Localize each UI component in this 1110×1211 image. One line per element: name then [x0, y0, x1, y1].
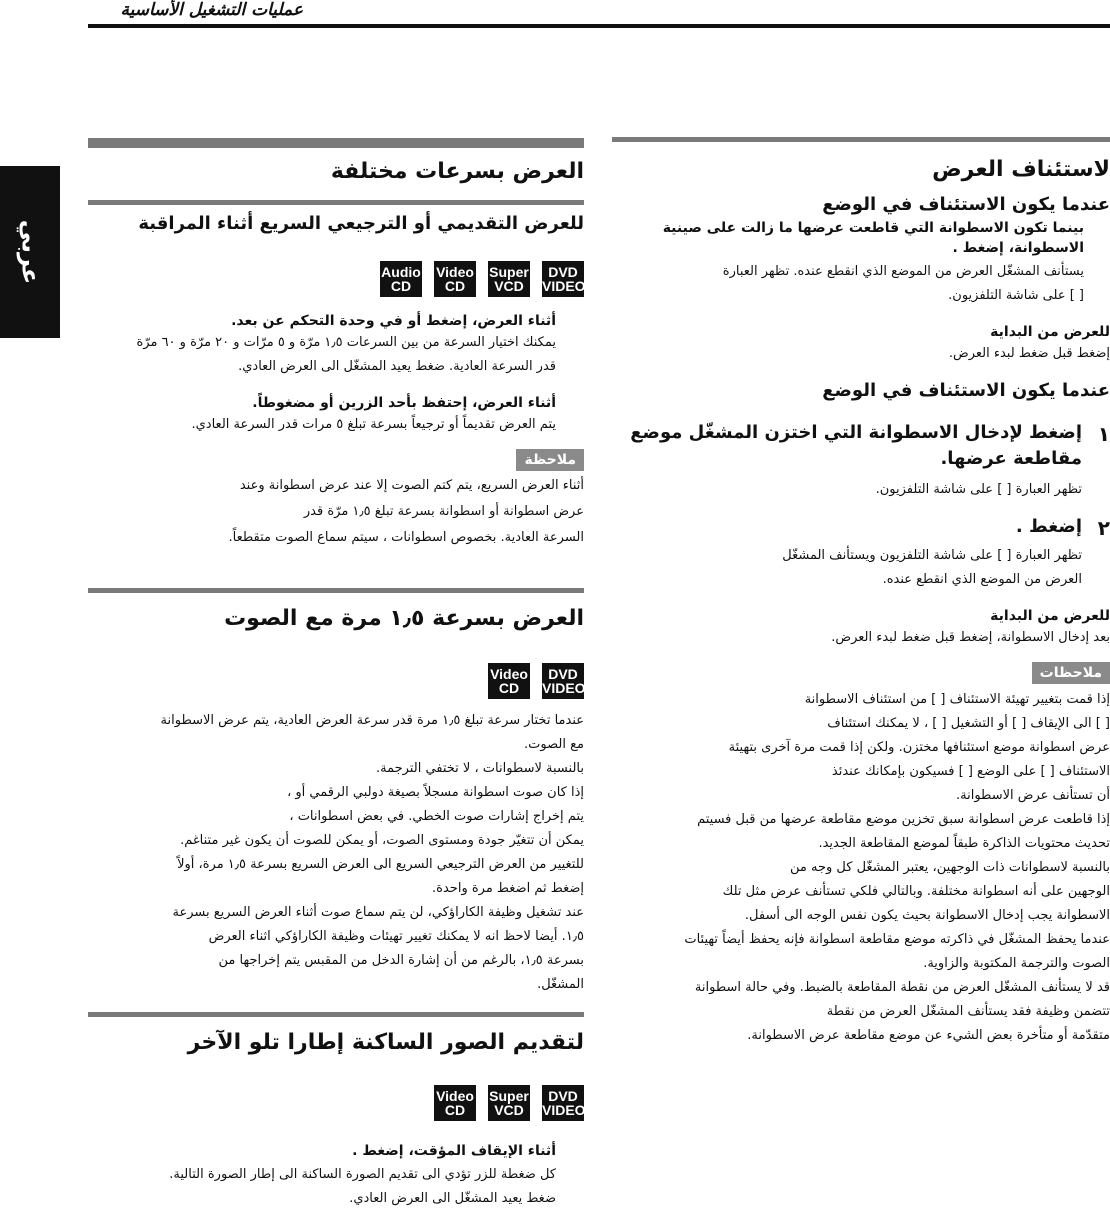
left-column [88, 138, 584, 551]
section-title-speed15: العرض بسرعة ١٫٥ مرة مع الصوت [224, 606, 584, 631]
body-line: بسرعة ١٫٥، بالرغم من أن إشارة الدخل من المقبس يتم إخراجها من [218, 953, 584, 968]
dvd-video-badge: DVD VIDEO [542, 663, 584, 699]
section-bar [88, 588, 584, 593]
section-title-speeds: العرض بسرعات مختلفة [330, 159, 584, 184]
note-line: عرض اسطوانة أو اسطوانة بسرعة تبلغ ١٫٥ مرّة قدر [303, 504, 584, 519]
body-line: كل ضغطة للزر تؤدي الى تقديم الصورة الساكنة الى إطار الصورة التالية. [169, 1167, 556, 1182]
note-line: السرعة العادية. بخصوص اسطوانات ، سيتم سماع الصوت متقطعاً. [228, 530, 584, 545]
page-header-title: عمليات التشغيل الأساسية [120, 0, 303, 20]
body-line: يتم إخراج إشارات صوت الخطي. في بعض اسطوانات ، [289, 809, 584, 824]
video-cd-badge: Video CD [434, 1085, 476, 1121]
note-line: [ ] الى الإيقاف [ ] أو التشغيل [ ] ، لا يمكنك استئناف [827, 716, 1110, 731]
note-line: أن تستأنف عرض الاسطوانة. [955, 788, 1110, 803]
subsection-bar [88, 200, 584, 205]
body-line: إضغط ثم اضغط مرة واحدة. [432, 881, 584, 896]
right-column [612, 137, 1110, 1048]
body-line: إذا كان صوت اسطوانة مسجلاً بصيغة دولبي الرقمي أو ، [287, 785, 584, 800]
left-column-speed15 [88, 588, 584, 997]
subtitle-resume-on-2: عندما يكون الاستئناف في الوضع [822, 380, 1110, 401]
instruction-frame: أثناء الإيقاف المؤقت، إضغط . [352, 1143, 556, 1159]
body-line: عندما تختار سرعة تبلغ ١٫٥ مرة قدر سرعة العرض العادية، يتم عرض الاسطوانة [160, 713, 584, 728]
section-bar [612, 137, 1110, 142]
note-line: الصوت والترجمة المكتوبة والزاوية. [923, 956, 1110, 971]
section-title-resume: لاستئناف العرض [932, 157, 1110, 182]
section-title-frame: لتقديم الصور الساكنة إطارا تلو الآخر [187, 1030, 584, 1055]
note-line: الاستئناف [ ] على الوضع [ ] فسيكون بإمكانك عندئذ [831, 764, 1110, 779]
note-line: تتضمن وظيفة فقد يستأنف المشغّل العرض من نقطة [826, 1004, 1110, 1019]
disc-badges-row [88, 261, 584, 297]
step-description: تظهر العبارة [ ] على شاشة التلفزيون ويستأنف المشغّل [782, 548, 1082, 563]
notes-label: ملاحظات [1032, 662, 1110, 684]
body-line: إضغط قبل ضغط لبدء العرض. [948, 346, 1110, 361]
step-description: العرض من الموضع الذي انقطع عنده. [882, 572, 1082, 587]
instruction-resume: بينما تكون الاسطوانة التي قاطعت عرضها ما زالت على صينية [662, 220, 1084, 236]
section-bar [88, 138, 584, 148]
subtitle-resume-on: عندما يكون الاستئناف في الوضع [822, 194, 1110, 215]
body-line: المشغّل. [537, 977, 584, 992]
body-line: بالنسبة لاسطوانات ، لا تختفي الترجمة. [375, 761, 584, 776]
note-line: عرض اسطوانة موضع استئنافها مختزن. ولكن إذا قمت مرة آخرى بتهيئة [728, 740, 1110, 755]
description-line: قدر السرعة العادية. ضغط يعيد المشغّل الى العرض العادي. [238, 359, 556, 374]
body-line: [ ] على شاشة التلفزيون. [948, 288, 1084, 303]
note-line: قد لا يستأنف المشغّل العرض من نقطة المقاطعة بالضبط. وفي حالة اسطوانة [694, 980, 1110, 995]
body-line: ١٫٥. أيضا لاحظ انه لا يمكنك تغيير تهيئات وظيفة الكاراؤكي اثناء العرض [208, 929, 584, 944]
left-column-frame [88, 1012, 584, 1211]
super-vcd-badge: Super VCD [488, 261, 530, 297]
body-line: للتغيير من العرض الترجيعي السريع الى العرض السريع بسرعة ١٫٥ مرة، أولاً [177, 857, 584, 872]
dvd-video-badge: DVD VIDEO [542, 1085, 584, 1121]
step-instruction: إضغط لإدخال الاسطوانة التي اختزن المشغّل موضع [630, 422, 1082, 443]
step-instruction: إضغط . [1015, 516, 1082, 537]
description-line: يتم العرض تقديماً أو ترجيعاً بسرعة تبلغ ٥ مرات قدر السرعة العادي. [191, 417, 556, 432]
step-number: ٢ [1097, 516, 1110, 540]
disc-badges-row [88, 663, 584, 699]
super-vcd-badge: Super VCD [488, 1085, 530, 1121]
subtitle-from-start-2: للعرض من البداية [990, 608, 1110, 624]
section-bar [88, 1012, 584, 1017]
note-line: عندما يحفظ المشغّل في ذاكرته موضع مقاطعة اسطوانة فإنه يحفظ أيضاً تهيئات [684, 932, 1110, 947]
note-line: بالنسبة لاسطوانات ذات الوجهين، يعتبر المشغّل كل وجه من [790, 860, 1110, 875]
instruction-search: أثناء العرض، إضغط أو في وحدة التحكم عن بعد. [231, 313, 556, 329]
language-side-tab [0, 166, 60, 338]
body-line: يمكن أن تتغيّر جودة ومستوى الصوت، أو يمكن للصوت أن يكون غير متناغم. [180, 833, 584, 848]
note-line: تحديث محتويات الذاكرة طبقاً لموضع المقاطعة الجديد. [818, 836, 1110, 851]
note-line: أثناء العرض السريع، يتم كتم الصوت إلا عند عرض اسطوانة وعند [239, 478, 584, 493]
note-line: متقدّمة أو متأخرة بعض الشيء عن موضع مقاطعة عرض الاسطوانة. [747, 1028, 1110, 1043]
note-label: ملاحظة [516, 449, 584, 471]
step-2 [612, 514, 1110, 592]
step-description: تظهر العبارة [ ] على شاشة التلفزيون. [875, 482, 1082, 497]
note-line: إذا قاطعت عرض اسطوانة سبق تخزين موضع مقاطعة عرضها من قبل فسيتم [697, 812, 1110, 827]
audio-cd-badge: Audio CD [380, 261, 422, 297]
body-line: عند تشغيل وظيفة الكاراؤكي، لن يتم سماع صوت أثناء العرض السريع بسرعة [172, 905, 584, 920]
step-instruction: مقاطعة عرضها. [940, 448, 1082, 469]
disc-badges-row [88, 1085, 584, 1121]
language-tab-label: عربي [16, 219, 44, 285]
instruction-resume: الاسطوانة، إضغط . [952, 240, 1084, 256]
step-number: ١ [1097, 422, 1110, 446]
body-line: مع الصوت. [524, 737, 584, 752]
description-line: يمكنك اختيار السرعة من بين السرعات ١٫٥ مرّة و ٥ مرّات و ٢٠ مرّة و ٦٠ مرّة [136, 335, 556, 350]
video-cd-badge: Video CD [488, 663, 530, 699]
video-cd-badge: Video CD [434, 261, 476, 297]
header-rule [88, 24, 1110, 28]
instruction-hold: أثناء العرض، إحتفظ بأحد الزرين أو مضغوطاً. [252, 395, 556, 411]
dvd-video-badge: DVD VIDEO [542, 261, 584, 297]
note-line: إذا قمت بتغيير تهيئة الاستئناف [ ] من استئناف الاسطوانة [804, 692, 1110, 707]
note-line: الاسطوانة يجب إدخال الاسطوانة بحيث يكون نفس الوجه الى أسفل. [744, 908, 1110, 923]
body-line: يستأنف المشغّل العرض من الموضع الذي انقطع عنده. تظهر العبارة [722, 264, 1084, 279]
subsection-title-search: للعرض التقديمي أو الترجيعي السريع أثناء المراقبة [138, 213, 584, 234]
subtitle-from-start: للعرض من البداية [990, 324, 1110, 340]
body-line: بعد إدخال الاسطوانة، إضغط قبل ضغط لبدء العرض. [831, 630, 1110, 645]
body-line: ضغط يعيد المشغّل الى العرض العادي. [349, 1191, 556, 1206]
note-line: الوجهين على أنه اسطوانة مختلفة. وبالتالي فلكي تستأنف عرض مثل تلك [722, 884, 1110, 899]
step-1 [612, 420, 1110, 502]
